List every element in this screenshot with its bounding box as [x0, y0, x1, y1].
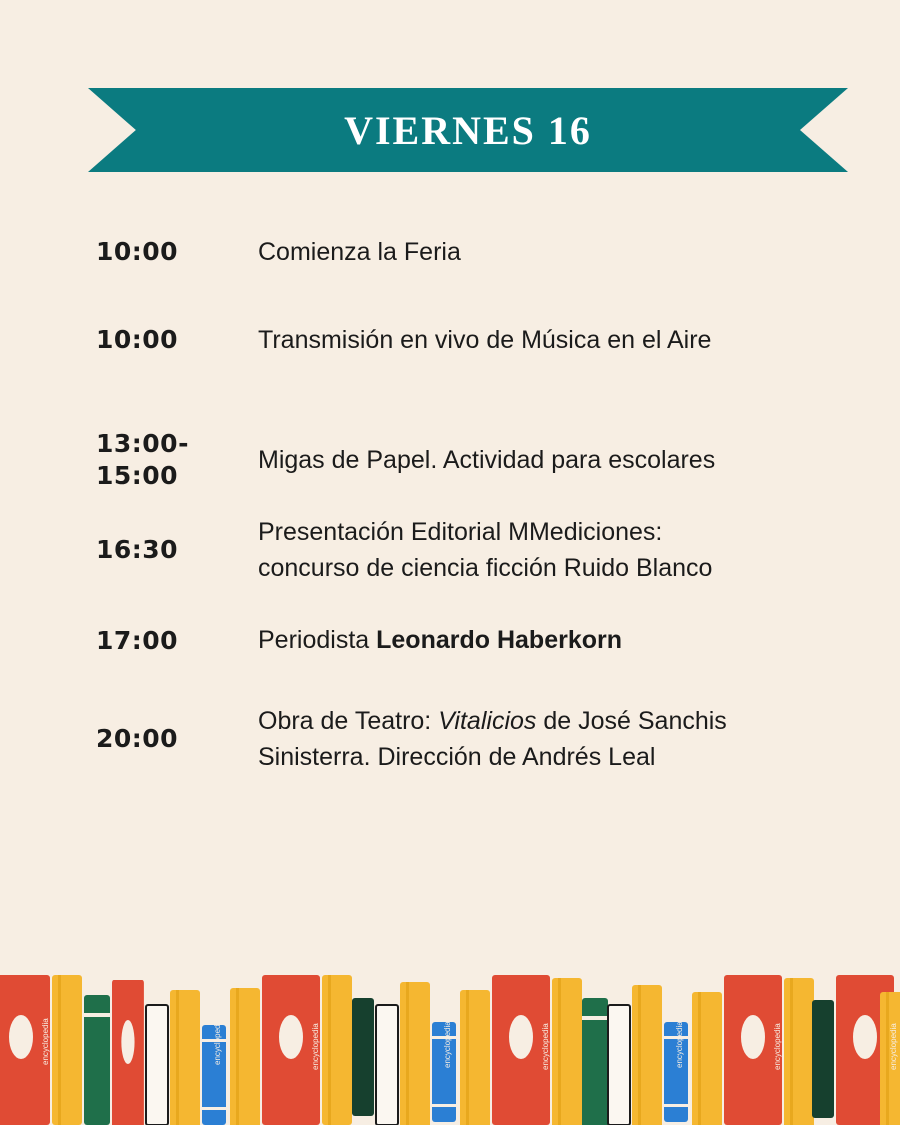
svg-text:encyclopedia: encyclopedia	[889, 1023, 898, 1070]
schedule-description: Migas de Papel. Actividad para escolares	[258, 445, 716, 474]
schedule-description-line1: Presentación Editorial MMediciones:	[258, 518, 663, 546]
schedule-time: 10:00	[96, 325, 179, 354]
schedule-time: 10:00	[96, 237, 179, 266]
schedule-time: 20:00	[96, 723, 179, 753]
svg-text:encyclopedia: encyclopedia	[675, 1021, 684, 1068]
banner-title: VIERNES 16	[344, 107, 592, 153]
books-illustration	[0, 970, 900, 1125]
schedule-row	[96, 611, 836, 671]
schedule-time	[96, 428, 258, 492]
schedule-description-line2: Sinisterra. Dirección de Andrés Leal	[258, 742, 656, 771]
schedule-row	[96, 222, 836, 282]
svg-text:encyclopedia: encyclopedia	[773, 1023, 782, 1070]
schedule-time: 17:00	[96, 625, 179, 655]
schedule-description-line1	[258, 703, 836, 739]
svg-text:encyclopedia: encyclopedia	[213, 1018, 222, 1065]
day-banner	[88, 88, 848, 172]
svg-text:encyclopedia: encyclopedia	[443, 1021, 452, 1068]
schedule-list	[96, 222, 836, 797]
svg-text:encyclopedia: encyclopedia	[311, 1023, 320, 1070]
schedule-description	[258, 703, 836, 776]
schedule-time: 16:30	[96, 535, 179, 565]
schedule-row	[96, 514, 836, 587]
schedule-description-part2: de José Sanchis	[536, 706, 727, 735]
schedule-description	[258, 622, 836, 658]
schedule-description-line2: concurso de ciencia ficción Ruido Blanco	[258, 554, 713, 583]
schedule-description-highlight: Leonardo Haberkorn	[376, 626, 622, 655]
schedule-description-title: Vitalicios	[438, 706, 537, 735]
schedule-row	[96, 310, 836, 370]
svg-text:encyclopedia: encyclopedia	[541, 1023, 550, 1070]
svg-text:encyclopedia: encyclopedia	[41, 1018, 50, 1065]
schedule-time-line1: 13:00-	[96, 429, 189, 458]
schedule-row	[96, 703, 836, 776]
schedule-description-part1: Obra de Teatro:	[258, 706, 439, 735]
schedule-time-line2: 15:00	[96, 461, 179, 490]
schedule-row	[96, 428, 836, 492]
schedule-description-prefix: Periodista	[258, 626, 377, 655]
schedule-description: Comienza la Feria	[258, 237, 461, 266]
schedule-description	[258, 514, 836, 587]
schedule-description: Transmisión en vivo de Música en el Aire	[258, 325, 712, 354]
